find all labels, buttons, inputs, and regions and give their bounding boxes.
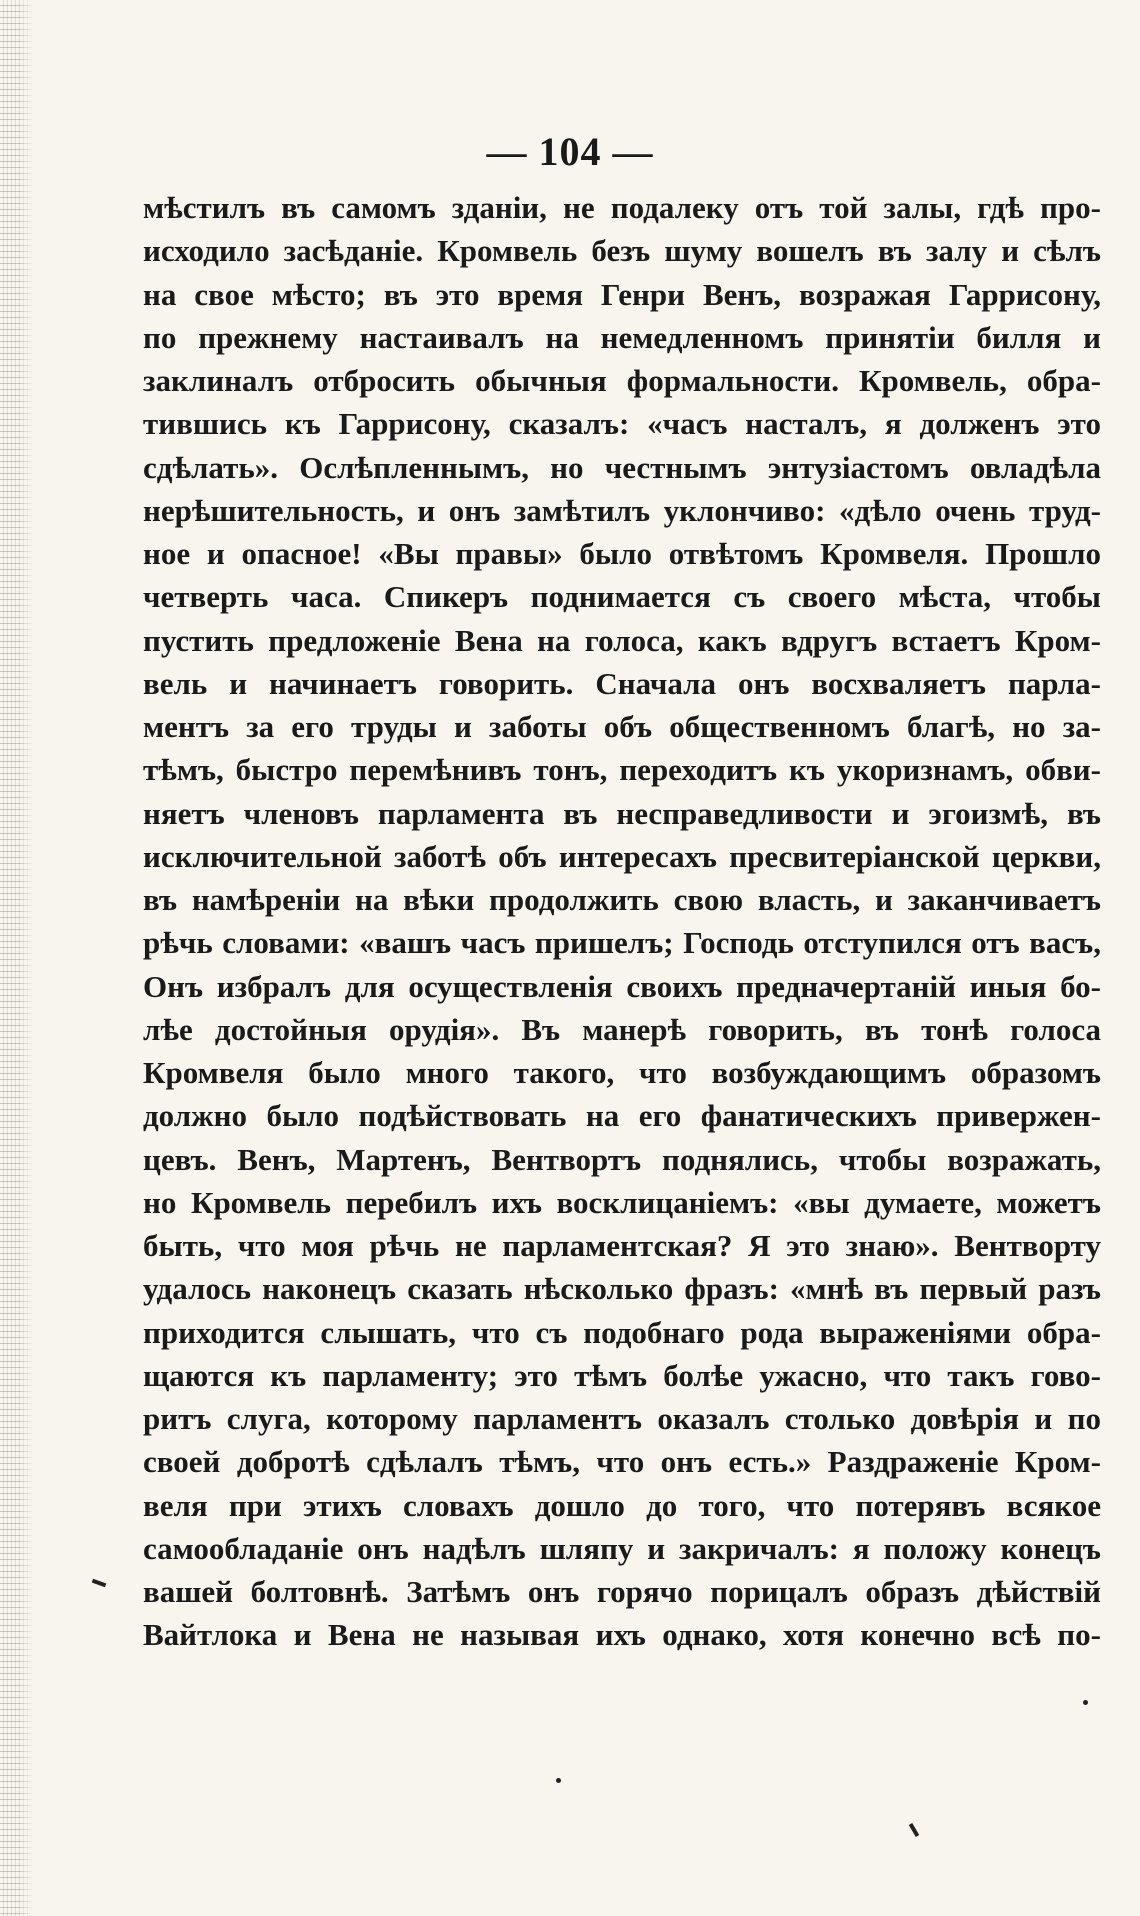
text-line: рѣчь словами: «вашъ часъ пришелъ; Господь отступился отъ васъ,: [143, 925, 1101, 961]
text-line: Вайтлока и Вена не называя ихъ однако, хотя конечно всѣ по-: [143, 1617, 1101, 1653]
text-line: вашей болтовнѣ. Затѣмъ онъ горячо порицалъ образъ дѣйствій: [143, 1574, 1101, 1609]
text-line: няетъ членовъ парламента въ несправедливости и эгоизмѣ, въ: [143, 795, 1101, 831]
ink-speck: [1083, 1700, 1088, 1705]
text-line: исходило засѣданіе. Кромвель безъ шуму вошелъ въ залу и сѣлъ: [143, 233, 1101, 269]
page-number: — 104 —: [486, 129, 654, 174]
text-line: Онъ избралъ для осуществленія своихъ предначертаній иныя бо-: [143, 968, 1101, 1004]
ink-speck: [909, 1823, 919, 1837]
text-line: пустить предложеніе Вена на голоса, какъ вдругъ встаетъ Кром-: [143, 622, 1101, 658]
text-line: своей добротѣ сдѣлалъ тѣмъ, что онъ есть.» Раздраженіе Кром-: [143, 1444, 1101, 1480]
ink-speck: [556, 1778, 561, 1783]
body-text: [143, 186, 1101, 1657]
text-line: ное и опасное! «Вы правы» было отвѣтомъ Кромвеля. Прошло: [143, 536, 1101, 571]
text-line: быть, что моя рѣчь не парламентская? Я это знаю». Вентворту: [143, 1228, 1101, 1263]
text-line: сдѣлать». Ослѣпленнымъ, но честнымъ энтузіастомъ овладѣла: [143, 449, 1101, 485]
text-line: по прежнему настаивалъ на немедленномъ принятіи билля и: [143, 319, 1101, 355]
text-line: тившись къ Гаррисону, сказалъ: «часъ насталъ, я долженъ это: [143, 406, 1101, 442]
text-line: на свое мѣсто; въ это время Генри Венъ, возражая Гаррисону,: [143, 276, 1101, 312]
text-line: Кромвеля было много такого, что возбуждающимъ образомъ: [143, 1055, 1101, 1090]
scanned-page-edge: [0, 0, 34, 1916]
text-line: удалось наконецъ сказать нѣсколько фразъ: «мнѣ въ первый разъ: [143, 1271, 1101, 1307]
text-line: самообладаніе онъ надѣлъ шляпу и закричалъ: я положу конецъ: [143, 1530, 1101, 1566]
text-line: цевъ. Венъ, Мартенъ, Вентвортъ поднялись, чтобы возражать,: [143, 1141, 1101, 1177]
text-line: ментъ за его труды и заботы объ общественномъ благѣ, но за-: [143, 709, 1101, 744]
text-line: заклиналъ отбросить обычныя формальности. Кромвель, обра-: [143, 363, 1101, 398]
text-line: тѣмъ, быстро перемѣнивъ тонъ, переходитъ къ укоризнамъ, обви-: [143, 752, 1101, 788]
text-line: приходится слышать, что съ подобнаго рода выраженіями обра-: [143, 1314, 1101, 1350]
ink-speck: [92, 1579, 107, 1588]
text-line: должно было подѣйствовать на его фанатическихъ привержен-: [143, 1098, 1101, 1134]
text-line: въ намѣреніи на вѣки продолжить свою власть, и заканчиваетъ: [143, 882, 1101, 917]
text-line: нерѣшительность, и онъ замѣтилъ уклончиво: «дѣло очень труд-: [143, 492, 1101, 528]
text-line: мѣстилъ въ самомъ зданіи, не подалеку отъ той залы, гдѣ про-: [143, 190, 1101, 225]
text-line: веля при этихъ словахъ дошло до того, что потерявъ всякое: [143, 1487, 1101, 1523]
text-line: но Кромвель перебилъ ихъ восклицаніемъ: «вы думаете, можетъ: [143, 1184, 1101, 1220]
text-line: ритъ слуга, которому парламентъ оказалъ столько довѣрія и по: [143, 1401, 1101, 1436]
text-line: исключительной заботѣ объ интересахъ пресвитеріанской церкви,: [143, 838, 1101, 874]
text-line: лѣе достойныя орудія». Въ манерѣ говорить, въ тонѣ голоса: [143, 1011, 1101, 1047]
text-line: вель и начинаетъ говорить. Сначала онъ восхваляетъ парла-: [143, 665, 1101, 701]
text-line: щаются къ парламенту; это тѣмъ болѣе ужасно, что такъ гово-: [143, 1357, 1101, 1393]
text-line: четверть часа. Спикеръ поднимается съ своего мѣста, чтобы: [143, 579, 1101, 615]
